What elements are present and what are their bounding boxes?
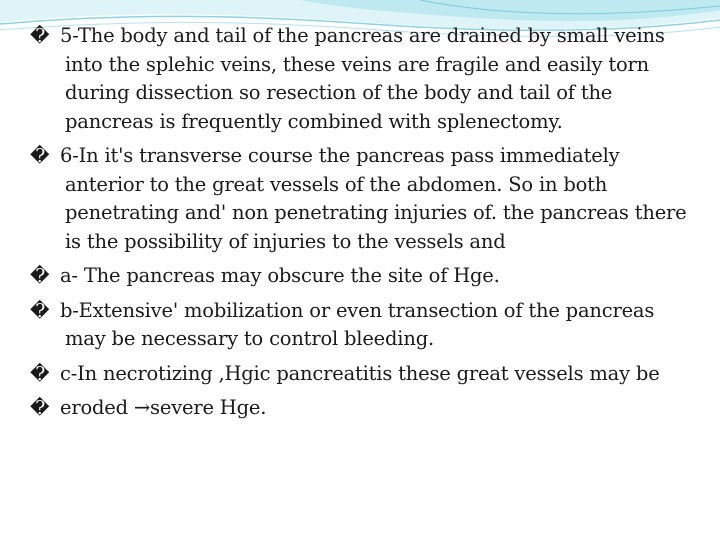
bullet-item [30,262,700,291]
slide-body [30,22,700,429]
bullet-marker-icon: � [30,265,50,287]
bullet-item [30,142,700,256]
bullet-marker-icon: � [30,145,50,167]
bullet-text: c-In necrotizing ,Hgic pancreatitis these great vessels may be [60,361,660,385]
bullet-marker-icon: � [30,397,50,419]
bullet-item [30,297,700,354]
bullet-text: 6-In it's transverse course the pancreas pass immediately anterior to the great vessels of the abdomen. So in both penetrating and' non penetrating injuries of. the pancreas there is the possibility of injuries to the vessels and [60,144,687,253]
bullet-item [30,22,700,136]
bullet-item [30,360,700,389]
bullet-marker-icon: � [30,25,50,47]
bullet-marker-icon: � [30,299,50,322]
bullet-text: a- The pancreas may obscure the site of Hge. [60,264,500,287]
bullet-item [30,394,700,423]
bullet-marker-icon: � [30,362,50,385]
bullet-text: eroded →severe Hge. [60,396,267,419]
bullet-text: b-Extensive' mobilization or even transection of the pancreas may be necessary to control bleeding. [60,298,655,350]
bullet-text: 5-The body and tail of the pancreas are drained by small veins into the splehic veins, these veins are fragile and easily torn during dissection so resection of the body and tail of the pancreas is frequently combined with splenectomy. [60,24,665,133]
